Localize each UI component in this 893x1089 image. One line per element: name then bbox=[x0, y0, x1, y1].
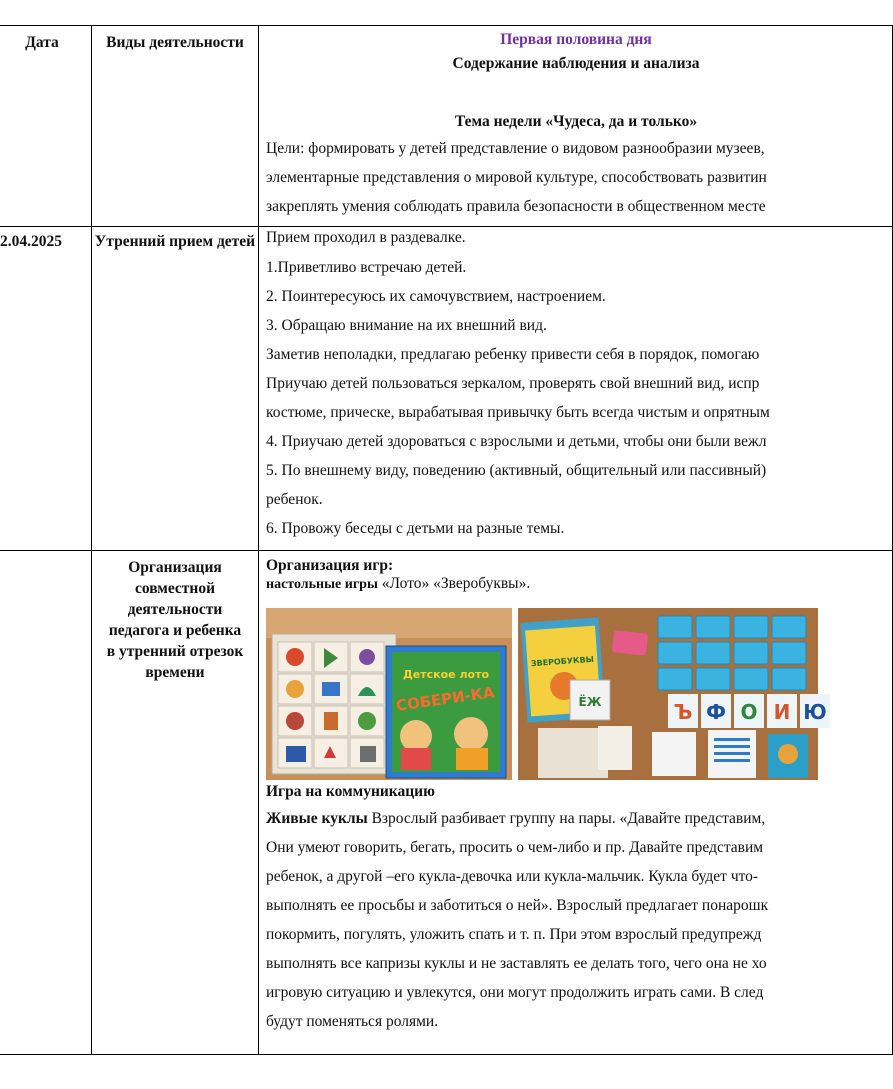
kinds-header: Виды деятельности bbox=[106, 34, 244, 51]
plan-table bbox=[0, 25, 893, 1055]
reception-content bbox=[259, 227, 893, 551]
game-line: будут поменяться ролями. bbox=[266, 1013, 439, 1030]
reception-line: 1.Приветливо встречаю детей. bbox=[266, 259, 467, 276]
card-letter: Ъ bbox=[673, 700, 693, 724]
board-games-line bbox=[266, 575, 892, 594]
plan-header-cell bbox=[259, 26, 893, 227]
card-letter: О bbox=[740, 700, 758, 724]
card-letter: И bbox=[773, 700, 791, 724]
game-line: покормить, погулять, уложить спать и т. п. При этом взрослый предупрежд bbox=[266, 926, 762, 943]
game-line bbox=[266, 804, 892, 833]
board-games-label: настольные игры bbox=[266, 577, 378, 592]
games-content bbox=[259, 551, 893, 1055]
game-line: выполнять все капризы куклы и не заставлять ее делать того, чего она не хо bbox=[266, 955, 767, 972]
lotto-photo bbox=[266, 608, 512, 780]
zverobukvy-photo bbox=[518, 608, 827, 780]
reception-line: ребенок. bbox=[266, 491, 323, 508]
game-line: игровую ситуацию и увлекутся, они могут продолжить играть сами. В след bbox=[266, 984, 764, 1001]
goals-line: Цели: формировать у детей представление о видовом разнообразии музеев, bbox=[266, 140, 765, 157]
date-cell bbox=[0, 227, 92, 551]
half-day-title: Первая половина дня bbox=[500, 31, 652, 48]
communication-title: Игра на коммуникацию bbox=[266, 783, 435, 800]
lotto-box-title: Детское лото bbox=[402, 668, 490, 681]
joint-activity-row bbox=[0, 551, 893, 1055]
game-name: Живые куклы bbox=[266, 810, 368, 827]
week-theme: Тема недели «Чудеса, да и только» bbox=[454, 113, 698, 130]
activity-cell bbox=[92, 551, 259, 1055]
photos-row bbox=[266, 608, 892, 780]
date-cell-empty bbox=[0, 551, 92, 1055]
content-title: Содержание наблюдения и анализа bbox=[452, 55, 700, 72]
reception-line: 3. Обращаю внимание на их внешний вид. bbox=[266, 317, 547, 334]
reception-line: Заметив неполадки, предлагаю ребенку привести себя в порядок, помогаю bbox=[266, 346, 760, 363]
game-line: выполнять ее просьбы и заботиться о ней». Взрослый предлагает понарошк bbox=[266, 897, 769, 914]
reception-line: 2. Поинтересуюсь их самочувствием, настроением. bbox=[266, 288, 606, 305]
reception-line: костюме, прическе, вырабатывая привычку быть всегда чистым и опрятным bbox=[266, 404, 770, 421]
zverobukvy-box-title: ЗВЕРОБУКВЫ bbox=[530, 654, 595, 669]
board-games-names: «Лото» «Зверобуквы». bbox=[377, 575, 531, 592]
date-value: 2.04.2025 bbox=[0, 233, 62, 250]
card-letter: Ф bbox=[706, 700, 726, 724]
reception-line: 4. Приучаю детей здороваться с взрослыми и детьми, чтобы они были вежл bbox=[266, 433, 767, 450]
kinds-header-cell bbox=[92, 26, 259, 227]
goals-line: закреплять умения соблюдать правила безопасности в общественном месте bbox=[266, 198, 766, 215]
zverobukvy-photo-image bbox=[518, 608, 827, 780]
reception-line: 6. Провожу беседы с детьми на разные темы. bbox=[266, 520, 565, 537]
small-card-letters: ЁЖ bbox=[578, 695, 602, 709]
reception-line: Приучаю детей пользоваться зеркалом, проверять свой внешний вид, испр bbox=[266, 375, 760, 392]
lotto-box-subtitle: СОБЕРИ-КА bbox=[394, 683, 496, 715]
activity-cell bbox=[92, 227, 259, 551]
game-line: Они умеют говорить, бегать, просить о чем-либо и пр. Давайте представим bbox=[266, 839, 764, 856]
date-header: Дата bbox=[25, 34, 59, 51]
activity-name: Организация совместной деятельности педагога и ребенка в утренний отрезок времени bbox=[106, 559, 244, 681]
reception-line: 5. По внешнему виду, поведению (активный, общительный или пассивный) bbox=[266, 462, 767, 479]
morning-row bbox=[0, 227, 893, 551]
reception-line: Прием проходил в раздевалке. bbox=[266, 229, 466, 246]
lotto-photo-image bbox=[266, 608, 512, 780]
games-title: Организация игр: bbox=[266, 557, 394, 574]
game-line: ребенок, а другой –его кукла-девочка или кукла-мальчик. Кукла будет что- bbox=[266, 868, 759, 885]
activity-name: Утренний прием детей bbox=[94, 233, 256, 250]
date-header-cell bbox=[0, 26, 92, 227]
card-letter: Ю bbox=[803, 700, 827, 724]
header-row bbox=[0, 26, 893, 227]
game-text: Взрослый разбивает группу на пары. «Давайте представим, bbox=[367, 810, 766, 827]
goals-line: элементарные представления о мировой культуре, способствовать развитин bbox=[266, 169, 767, 186]
